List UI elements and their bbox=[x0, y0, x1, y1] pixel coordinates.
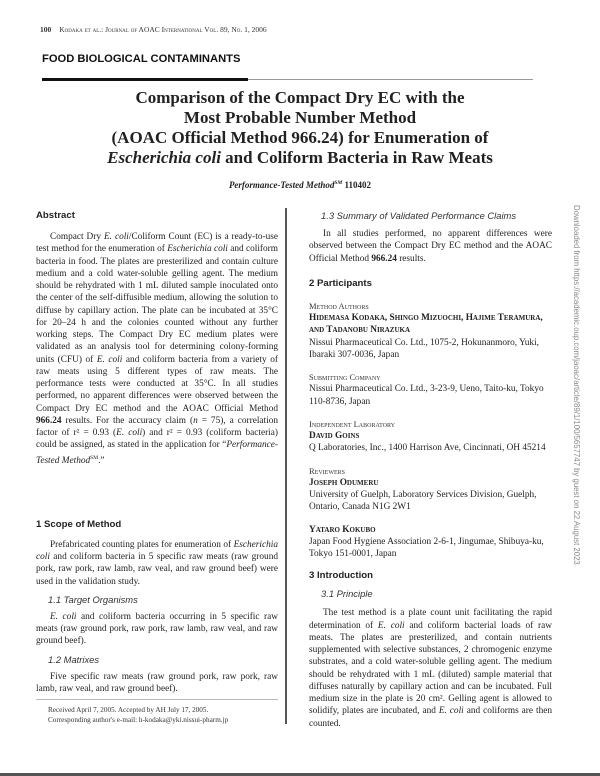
participants-heading: 2 Participants bbox=[309, 277, 372, 289]
text-segment: and Coliform Bacteria in Raw Meats bbox=[220, 148, 493, 167]
participant-group bbox=[309, 418, 552, 455]
text-segment: SM bbox=[90, 454, 99, 461]
participant-names: Hidemasa Kodaka, Shingo Mizuochi, Hajime Teramura, and Tadanobu Nirazuka bbox=[309, 313, 543, 336]
text-segment: Most Probable Number Method bbox=[183, 108, 417, 127]
text-segment: 966.24 bbox=[371, 253, 397, 264]
text-segment: Escherichia coli bbox=[107, 148, 221, 167]
title-line bbox=[40, 128, 560, 148]
text-segment: and coliform bacteria occurring in 5 specific raw meats (raw ground pork, raw pork, raw lamb, raw veal, and raw ground beef). bbox=[36, 611, 278, 647]
text-segment: Prefabricated counting plates for enumeration of bbox=[50, 539, 234, 550]
abstract-body bbox=[36, 231, 278, 467]
text-segment: Escherichia coli bbox=[36, 539, 278, 563]
text-segment: E. coli bbox=[50, 611, 77, 622]
participant-address: Nissui Pharmaceutical Co. Ltd., 3-23-9, Ueno, Taito-ku, Tokyo 110-8736, Japan bbox=[309, 384, 544, 407]
text-segment: and coliform bacteria from a variety of raw meats using 5 different types of raw meats. The performance tests were conducted at 35°C. In all studies performed, no apparent differences were observed between the Compact Dry EC method and the AOAC Official Method bbox=[36, 354, 278, 414]
column-divider bbox=[285, 208, 287, 724]
abstract-heading: Abstract bbox=[36, 210, 75, 221]
target-heading: 1.1 Target Organisms bbox=[48, 593, 138, 605]
participant-group bbox=[309, 524, 552, 561]
text-segment: Compact Dry bbox=[50, 232, 104, 242]
participant-names: Joseph Odumeru bbox=[309, 477, 379, 488]
section-rule-thin bbox=[248, 79, 533, 80]
principle-heading: 3.1 Principle bbox=[321, 588, 373, 600]
text-segment: E. coli bbox=[103, 232, 129, 242]
summary-heading: 1.3 Summary of Validated Performance Claims bbox=[321, 210, 517, 221]
text-segment: Five specific raw meats (raw ground pork, raw pork, raw lamb, raw veal, and raw ground beef). bbox=[36, 671, 278, 694]
text-segment: .” bbox=[98, 455, 105, 466]
text-segment: E. coli bbox=[377, 620, 405, 631]
right-column bbox=[309, 208, 552, 730]
text-segment: /Coliform Count (EC) is a ready-to-use test method for the enumeration of bbox=[36, 232, 278, 255]
text-segment: Escherichia coli bbox=[167, 244, 228, 255]
summary-body bbox=[309, 228, 552, 265]
participant-names: Yataro Kokubo bbox=[309, 524, 376, 535]
left-column bbox=[36, 208, 278, 695]
text-segment: and coliform bacteria in 5 specific raw meats (raw ground pork, raw pork, raw lamb, raw veal, and raw ground beef) were used in the validation study. bbox=[36, 552, 278, 587]
text-segment: E. coli bbox=[116, 428, 143, 438]
text-segment: Performance-Tested Method bbox=[36, 440, 278, 466]
title-line bbox=[40, 88, 560, 108]
ptm-number: 110402 bbox=[342, 180, 372, 190]
page-number: 100 bbox=[40, 25, 52, 34]
text-segment: and coliform bacterial loads of raw meats. The plates are presterilized, and contain nutrients supplemented with selective substances, 2 chromogenic enzyme substrates, and a cold water-soluble gelling agent. The medium should be rehydrated with 1 mL (diluted) sample material that diffuses naturally by capillary action and can be incubated. Full medium size in the plate is 20 cm². Gelling agent is allowed to solidify, plates are incubated, and bbox=[309, 620, 552, 717]
footnote bbox=[36, 699, 278, 725]
section-label: FOOD BIOLOGICAL CONTAMINANTS bbox=[42, 53, 241, 65]
scope-heading: 1 Scope of Method bbox=[36, 518, 122, 530]
text-segment: Comparison of the Compact Dry EC with the bbox=[135, 88, 465, 107]
text-segment: = 75), a correlation factor of r² = 0.93 ( bbox=[36, 415, 278, 438]
method-number bbox=[0, 177, 600, 191]
text-segment: results. bbox=[396, 253, 426, 264]
text-segment: In all studies performed, no apparent differences were observed between the Compact Dry EC method and the AOAC Official Method bbox=[309, 229, 552, 264]
text-segment: The test method is a plate count unit facilitating the rapid determination of bbox=[309, 608, 552, 631]
participant-role: Reviewers bbox=[309, 465, 345, 476]
principle-body bbox=[309, 607, 552, 730]
target-body bbox=[36, 611, 278, 648]
text-segment: E. coli bbox=[96, 354, 123, 365]
text-segment: and coliforms are then counted. bbox=[309, 706, 552, 729]
text-segment: ) and r² = 0.93 (coliform bacteria) could be assigned, as stated in the application for “ bbox=[36, 428, 278, 451]
participant-role: Independent Laboratory bbox=[309, 418, 396, 429]
participant-address: Japan Food Hygiene Association 2-6-1, Jingumae, Shibuya-ku, Tokyo 151-0001, Japan bbox=[309, 536, 544, 559]
participant-address: Nissui Pharmaceutical Co. Ltd., 1075-2, Hokunanmoro, Yuki, Ibaraki 307-0036, Japan bbox=[309, 337, 539, 360]
ptm-label: Performance-Tested Method bbox=[228, 180, 335, 190]
text-segment: and coliform bacteria in food. The plates are presterilized and contain culture medium and a cold water-soluble gelling agent. The medium should be rehydrated with 1 mL diluted sample inoculated onto the center of the self-diffusible medium, allowing the solution to diffuse by capillary action. The plate can be incubated at 35°C for 20–24 h and the colonies counted without any further working steps. The Compact Dry EC medium plates were validated as an analysis tool for determining colony-forming units (CFU) of bbox=[36, 244, 278, 365]
matrix-body bbox=[36, 671, 278, 696]
download-watermark: Downloaded from https://academic.oup.com/jaoac/article/89/1/100/5657747 by guest on 22 August 2023 bbox=[572, 205, 581, 565]
text-segment: n bbox=[193, 415, 198, 426]
participant-group bbox=[309, 371, 552, 408]
article-title bbox=[40, 88, 560, 168]
scope-body bbox=[36, 539, 278, 588]
participant-address: Q Laboratories, Inc., 1400 Harrison Ave, Cincinnati, OH 45214 bbox=[309, 443, 546, 454]
participant-group bbox=[309, 465, 552, 514]
received-date: Received April 7, 2005. Accepted by AH July 17, 2005. bbox=[48, 706, 209, 714]
participant-role: Submitting Company bbox=[309, 372, 381, 382]
matrix-heading: 1.2 Matrixes bbox=[48, 653, 100, 665]
ptm-sup: SM bbox=[334, 180, 343, 186]
journal-citation: Kodaka et al.: Journal of AOAC International Vol. 89, No. 1, 2006 bbox=[59, 25, 267, 34]
participant-role: Method Authors bbox=[309, 300, 369, 311]
title-line bbox=[40, 108, 560, 128]
participant-names: David Goins bbox=[309, 431, 360, 441]
section-rule bbox=[42, 78, 248, 81]
participant-group bbox=[309, 300, 552, 361]
participant-address: University of Guelph, Laboratory Services Division, Guelph, Ontario, Canada N1G 2W1 bbox=[309, 490, 537, 513]
text-segment: results. For the accuracy claim ( bbox=[61, 415, 194, 426]
title-line bbox=[40, 148, 560, 168]
introduction-heading: 3 Introduction bbox=[309, 570, 373, 582]
author-email: Corresponding author's e-mail: h-kodaka@yki.nissui-pharm.jp bbox=[48, 716, 229, 724]
text-segment: (AOAC Official Method 966.24) for Enumeration of bbox=[111, 128, 489, 147]
running-header bbox=[40, 25, 267, 34]
text-segment: 966.24 bbox=[36, 415, 62, 426]
text-segment: E. coli bbox=[438, 706, 464, 717]
